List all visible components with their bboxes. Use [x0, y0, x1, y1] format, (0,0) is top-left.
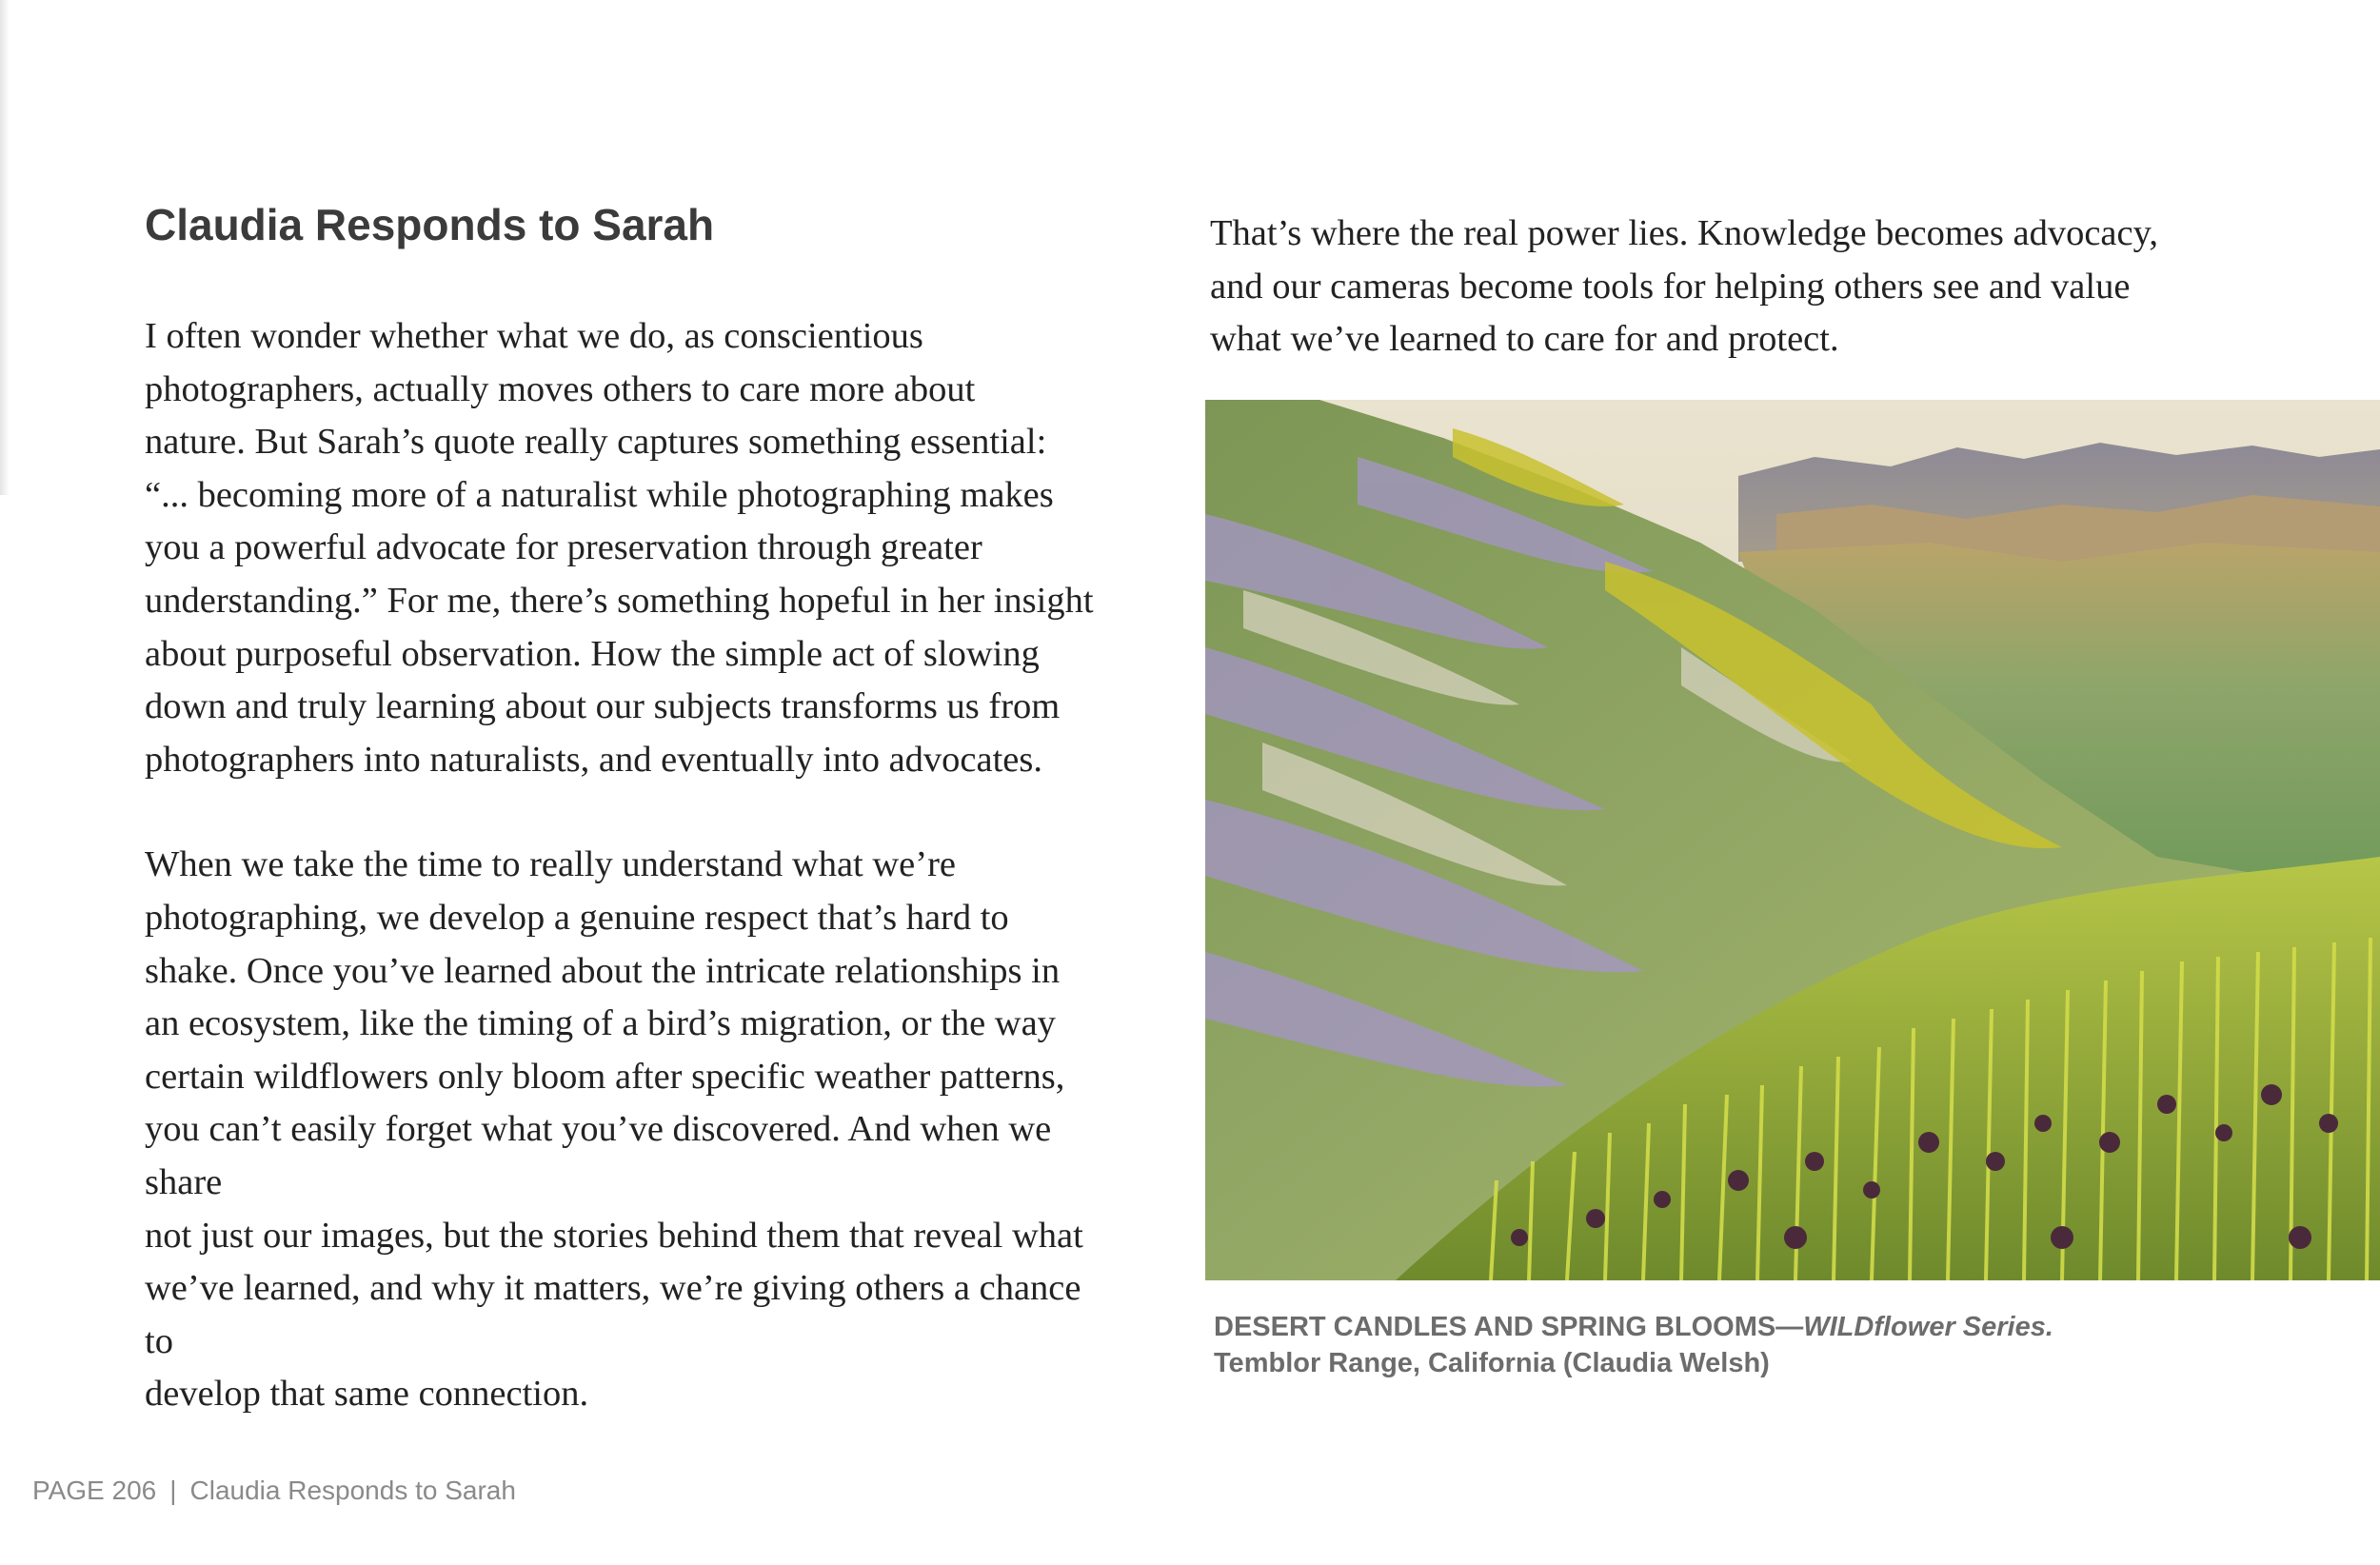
- footer-section-title: Claudia Responds to Sarah: [189, 1476, 516, 1505]
- page-heading: Claudia Responds to Sarah: [145, 200, 715, 249]
- page-number: PAGE 206: [32, 1476, 157, 1505]
- caption-line-1: [1214, 1309, 2309, 1345]
- photo-caption: [1214, 1309, 2309, 1381]
- page-edge-shadow: [0, 0, 10, 495]
- right-column: [1210, 208, 2162, 366]
- body-paragraph-2: When we take the time to really understand what we’re photographing, we develop a genuine respect that’s hard to shake. Once you’ve learned about the intricate relationships in an ecosystem, like the timing of a bird’s migration, or the way certain wildflowers only bloom after specific weather patterns, you can’t easily forget what you’ve discovered. And when we share not just our images, but the stories behind them that reveal what we’ve learned, and why it matters, we’re giving others a chance to develop that same connection.: [145, 844, 1083, 1415]
- footer-separator: |: [169, 1476, 177, 1505]
- body-paragraph-3: That’s where the real power lies. Knowledge becomes advocacy, and our cameras become tools for helping others see and value what we’ve learned to care for and protect.: [1210, 213, 2158, 360]
- caption-title: DESERT CANDLES AND SPRING BLOOMS—: [1214, 1312, 1804, 1342]
- body-paragraph-1: I often wonder whether what we do, as conscientious photographers, actually moves others to care more about nature. But Sarah’s quote really captures something essential: “... becoming more of a naturalist while photographing makes you a powerful advocate for preservation through greater understanding.” For me, there’s something hopeful in her insight about purposeful observation. How the simple act of slowing down and truly learning about our subjects transforms us from photographers into naturalists, and eventually into advocates.: [145, 316, 1094, 780]
- caption-series: WILDflower Series.: [1803, 1312, 2053, 1342]
- landscape-photo: [1205, 400, 2380, 1280]
- page-footer: [32, 1474, 516, 1508]
- left-column: [145, 310, 1106, 1421]
- caption-credit: Temblor Range, California (Claudia Welsh): [1214, 1348, 1770, 1378]
